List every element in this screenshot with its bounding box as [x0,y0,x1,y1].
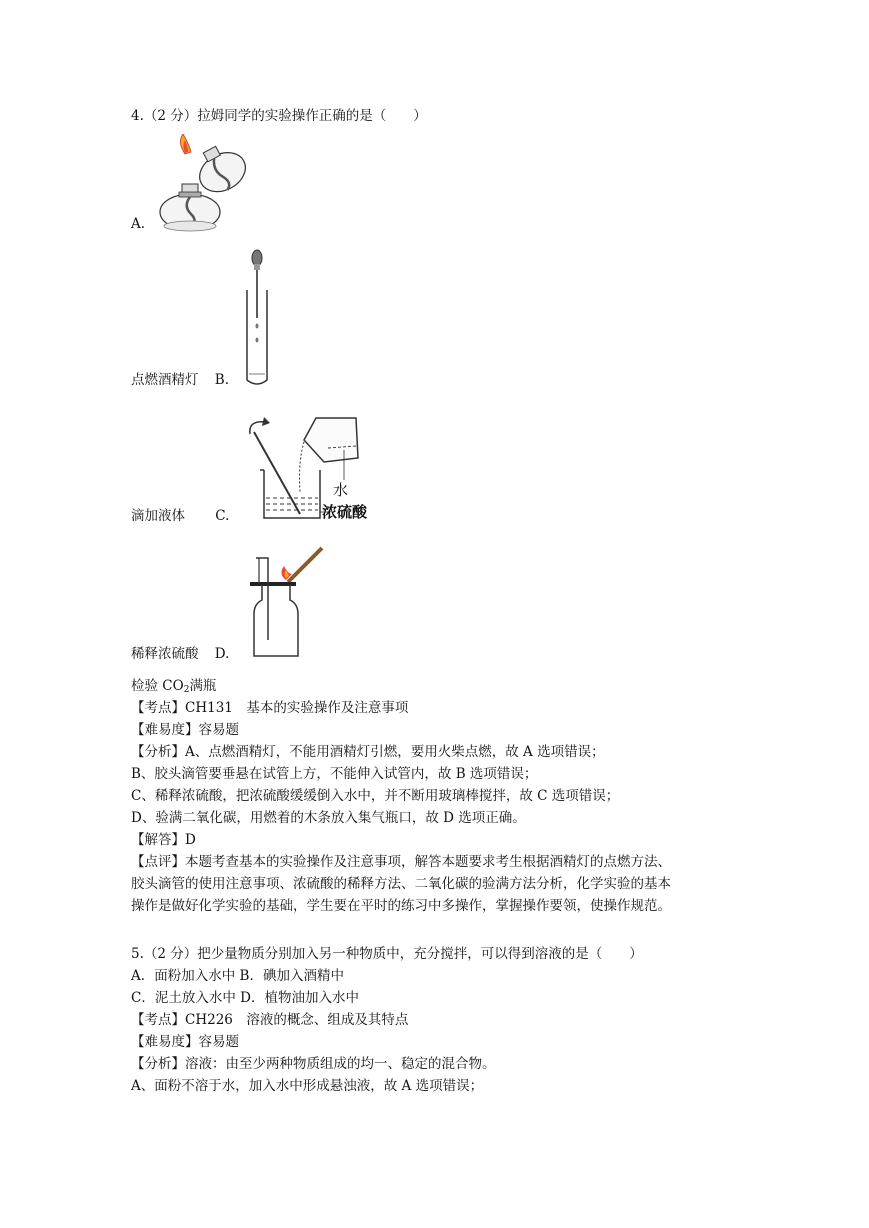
q4-row-c [131,506,229,526]
caption-a: 点燃酒精灯 [131,372,199,388]
q5-analysis-2: A、面粉不溶于水，加入水中形成悬浊液，故 A 选项错误； [131,1078,484,1094]
q4-difficulty: 【难易度】容易题 [131,722,239,738]
q4-answer: 【解答】D [131,832,196,848]
q4-comment-2: 胶头滴管的使用注意事项、浓硫酸的稀释方法、二氧化碳的验满方法分析，化学实验的基本 [131,876,671,892]
figure-gas-bottle [248,544,324,662]
caption-d-text: 检验 CO [131,678,184,694]
figure-alcohol-lamps [155,134,250,234]
q4-stem: 4.（2 分）拉姆同学的实验操作正确的是（ ） [131,108,427,124]
q4-option-a: A. [131,216,146,232]
q5-options-2: C．泥土放入水中 D．植物油加入水中 [131,990,359,1006]
caption-c: 稀释浓硫酸 [131,646,199,662]
q5-options-1: A．面粉加入水中 B．碘加入酒精中 [131,968,344,984]
q5-kaodian: 【考点】CH226 溶液的概念、组成及其特点 [131,1012,409,1028]
q4-option-b: B. [214,372,230,388]
caption-b: 滴加液体 [131,508,185,524]
q5-stem: 5.（2 分）把少量物质分别加入另一种物质中，充分搅拌，可以得到溶液的是（ ） [131,946,643,962]
q4-analysis-4: D、验满二氧化碳，用燃着的木条放入集气瓶口，故 D 选项正确。 [131,810,526,826]
q4-analysis-1: 【分析】A、点燃酒精灯，不能用酒精灯引燃，要用火柴点燃，故 A 选项错误； [131,744,605,760]
caption-d-subscript: 2 [183,685,190,695]
label-water: 水 [333,481,349,499]
q5-analysis-1: 【分析】溶液：由至少两种物质组成的均一、稳定的混合物。 [131,1056,496,1072]
q4-row-b [131,370,229,390]
caption-d [131,676,216,700]
q5-difficulty: 【难易度】容易题 [131,1034,239,1050]
q4-row-d [131,644,229,664]
q4-analysis-2: B、胶头滴管要垂悬在试管上方，不能伸入试管内，故 B 选项错误； [131,766,538,782]
caption-d-suffix: 满瓶 [189,678,217,694]
figure-dilute-acid [244,412,376,524]
q4-comment-1: 【点评】本题考查基本的实验操作及注意事项，解答本题要求考生根据酒精灯的点燃方法、 [131,854,671,870]
label-conc-acid: 浓硫酸 [322,503,368,521]
figure-dropper-test-tube [242,248,272,388]
q4-kaodian: 【考点】CH131 基本的实验操作及注意事项 [131,700,409,716]
q4-analysis-3: C、稀释浓硫酸，把浓硫酸缓缓倒入水中，并不断用玻璃棒搅拌，故 C 选项错误； [131,788,620,804]
q4-option-c: C. [215,508,230,524]
q4-comment-3: 操作是做好化学实验的基础，学生要在平时的练习中多操作，掌握操作要领，使操作规范。 [131,898,671,914]
q4-option-d: D. [214,646,230,662]
